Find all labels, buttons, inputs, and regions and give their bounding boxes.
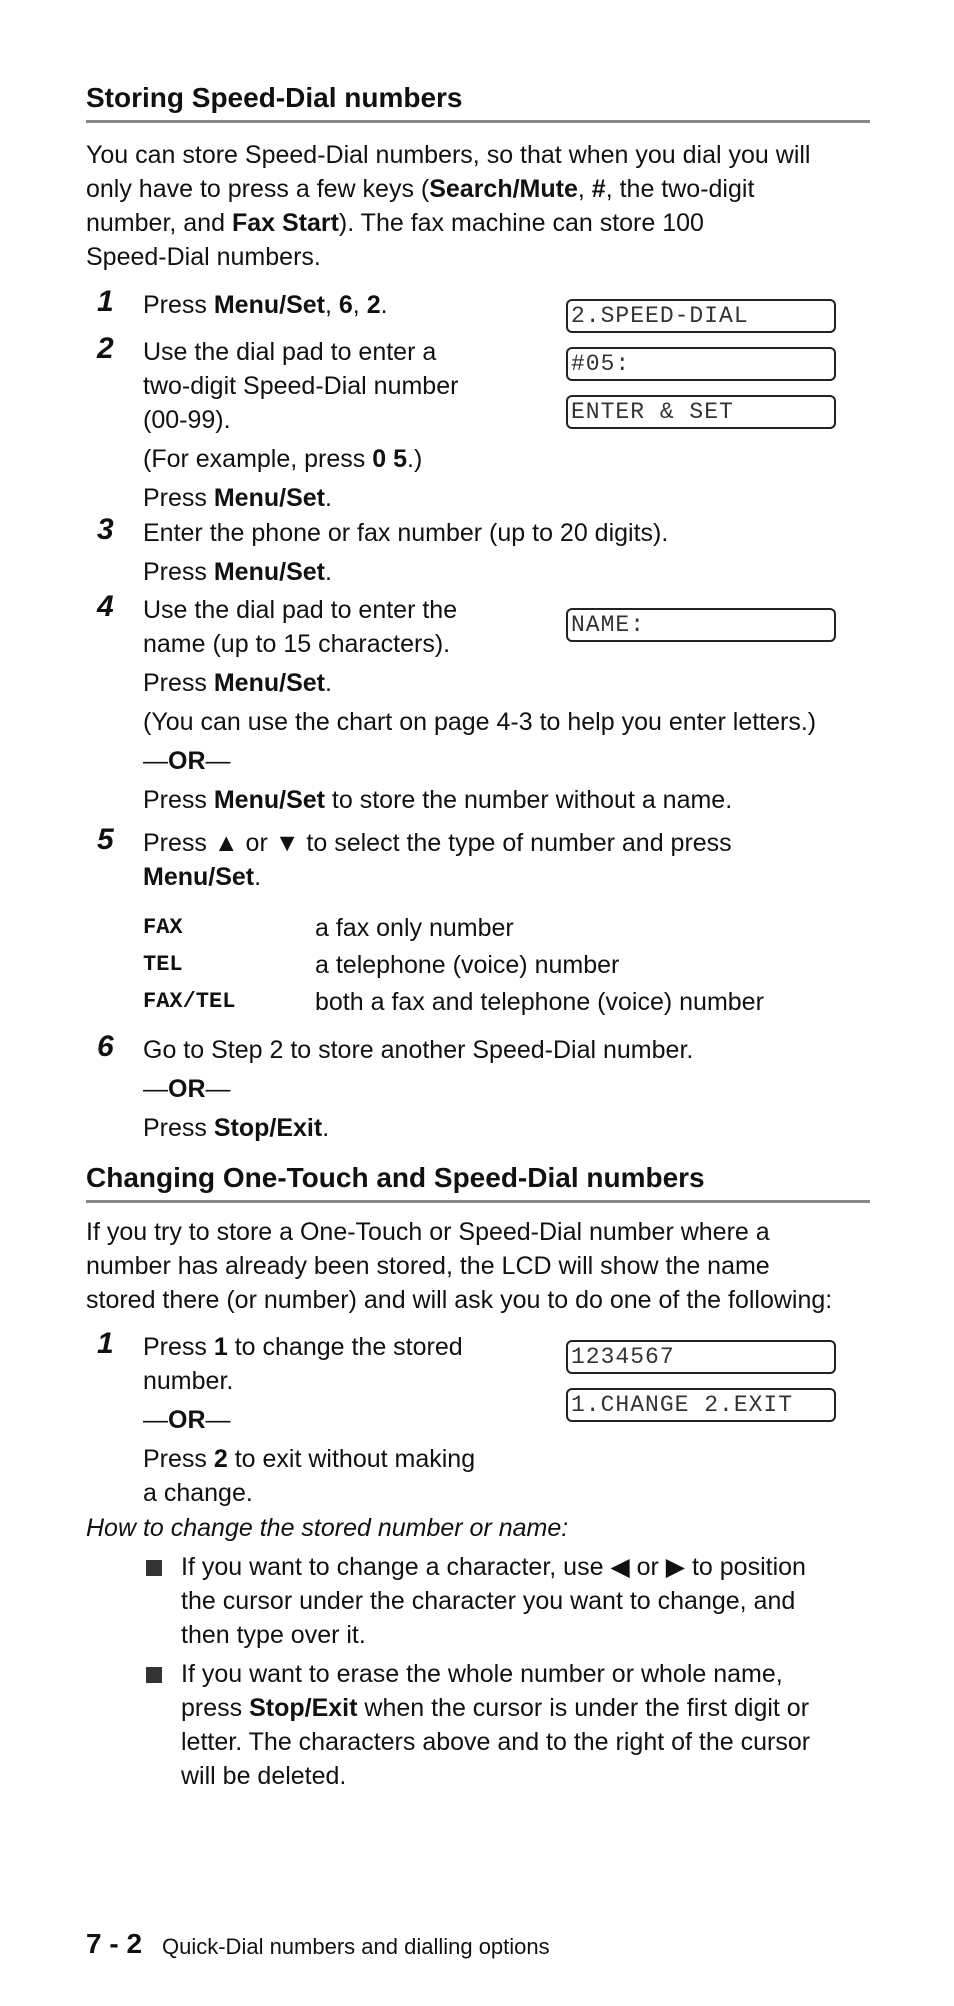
type-code: FAX/TEL bbox=[143, 989, 236, 1014]
step-line: Press Stop/Exit. bbox=[143, 1114, 330, 1142]
bullet-line: the cursor under the character you want to change, and bbox=[181, 1587, 796, 1615]
bullet-line: letter. The characters above and to the right of the cursor bbox=[181, 1728, 811, 1756]
step-line: name (up to 15 characters). bbox=[143, 630, 451, 658]
section-title-storing-speed-dial: Storing Speed-Dial numbers bbox=[86, 80, 870, 123]
or-separator: —OR— bbox=[143, 747, 231, 775]
bullet-line: If you want to change a character, use ◀ or ▶ to position bbox=[181, 1553, 806, 1581]
or-separator: —OR— bbox=[143, 1406, 231, 1434]
step-5-text bbox=[143, 826, 732, 894]
step-4-text bbox=[143, 593, 816, 817]
or-separator: —OR— bbox=[143, 1075, 231, 1103]
type-code: FAX bbox=[143, 915, 183, 940]
section1-intro bbox=[86, 138, 811, 274]
step-line: Press 1 to change the stored bbox=[143, 1333, 463, 1361]
table-row bbox=[143, 985, 863, 1022]
step-line: Go to Step 2 to store another Speed-Dial number. bbox=[143, 1036, 694, 1064]
step-number: 3 bbox=[97, 513, 114, 546]
lcd-display-line: 1234567 bbox=[566, 1340, 836, 1374]
step-line: a change. bbox=[143, 1479, 253, 1507]
step-number: 2 bbox=[97, 332, 114, 365]
down-arrow-icon: ▼ bbox=[274, 829, 300, 857]
lcd-display-line: 1.CHANGE 2.EXIT bbox=[566, 1388, 836, 1422]
step-number: 6 bbox=[97, 1030, 114, 1063]
type-description: a fax only number bbox=[315, 914, 514, 942]
lcd-display-line: 2.SPEED-DIAL bbox=[566, 299, 836, 333]
step-1-text: Press Menu/Set, 6, 2. bbox=[143, 291, 388, 319]
table-row bbox=[143, 948, 863, 985]
bullet-icon bbox=[146, 1667, 162, 1683]
step-line: Press Menu/Set to store the number without a name. bbox=[143, 786, 733, 814]
step-line: (00-99). bbox=[143, 406, 231, 434]
type-code: TEL bbox=[143, 952, 183, 977]
change-step-text bbox=[143, 1330, 475, 1510]
step-line: two-digit Speed-Dial number bbox=[143, 372, 459, 400]
bullet-line: then type over it. bbox=[181, 1621, 366, 1649]
bullet-item bbox=[181, 1550, 881, 1652]
intro-line: number has already been stored, the LCD will show the name bbox=[86, 1252, 770, 1280]
type-description: both a fax and telephone (voice) number bbox=[315, 988, 764, 1016]
step-line: number. bbox=[143, 1367, 234, 1395]
step-6-text bbox=[143, 1033, 693, 1145]
step-line: Press Menu/Set. bbox=[143, 484, 332, 512]
right-arrow-icon: ▶ bbox=[665, 1553, 686, 1581]
intro-line: If you try to store a One-Touch or Speed-Dial number where a bbox=[86, 1218, 770, 1246]
lcd-display-line: ENTER & SET bbox=[566, 395, 836, 429]
left-arrow-icon: ◀ bbox=[610, 1553, 630, 1581]
step-3-text bbox=[143, 516, 668, 589]
step-2-text bbox=[143, 335, 458, 515]
intro-line: You can store Speed-Dial numbers, so that when you dial you will bbox=[86, 141, 811, 169]
intro-line: Speed-Dial numbers. bbox=[86, 243, 321, 271]
step-line: (You can use the chart on page 4-3 to help you enter letters.) bbox=[143, 708, 817, 736]
section-title-changing-numbers: Changing One-Touch and Speed-Dial numbers bbox=[86, 1160, 870, 1203]
step-line: Use the dial pad to enter the bbox=[143, 596, 458, 624]
bullet-line: press Stop/Exit when the cursor is under the first digit or bbox=[181, 1694, 810, 1722]
step-line: Press Menu/Set. bbox=[143, 558, 332, 586]
howto-heading: How to change the stored number or name: bbox=[86, 1514, 569, 1542]
page-number: 7 - 2 bbox=[86, 1928, 143, 1959]
step-number: 1 bbox=[97, 1327, 114, 1360]
intro-line: number, and Fax Start). The fax machine can store 100 bbox=[86, 209, 704, 237]
step-line: (For example, press 0 5.) bbox=[143, 445, 423, 473]
bullet-line: will be deleted. bbox=[181, 1762, 347, 1790]
lcd-display-line: NAME: bbox=[566, 608, 836, 642]
step-line: Use the dial pad to enter a bbox=[143, 338, 437, 366]
section2-intro bbox=[86, 1215, 832, 1317]
bullet-icon bbox=[146, 1560, 162, 1576]
table-row bbox=[143, 911, 863, 948]
step-line: Press ▲ or ▼ to select the type of number and press bbox=[143, 829, 732, 857]
number-type-table bbox=[143, 911, 863, 1022]
lcd-display-line: #05: bbox=[566, 347, 836, 381]
step-number: 1 bbox=[97, 285, 114, 318]
intro-line: stored there (or number) and will ask you to do one of the following: bbox=[86, 1286, 833, 1314]
intro-line: only have to press a few keys (Search/Mute, #, the two-digit bbox=[86, 175, 755, 203]
step-number: 4 bbox=[97, 590, 114, 623]
step-number: 5 bbox=[97, 823, 114, 856]
step-line: Enter the phone or fax number (up to 20 digits). bbox=[143, 519, 669, 547]
type-description: a telephone (voice) number bbox=[315, 951, 620, 979]
bullet-item bbox=[181, 1657, 881, 1793]
up-arrow-icon: ▲ bbox=[213, 829, 239, 857]
step-line: Menu/Set. bbox=[143, 863, 262, 891]
step-line: Press 2 to exit without making bbox=[143, 1445, 476, 1473]
bullet-line: If you want to erase the whole number or whole name, bbox=[181, 1660, 783, 1688]
step-line: Press Menu/Set. bbox=[143, 669, 332, 697]
chapter-title: Quick-Dial numbers and dialling options bbox=[162, 1934, 550, 1959]
